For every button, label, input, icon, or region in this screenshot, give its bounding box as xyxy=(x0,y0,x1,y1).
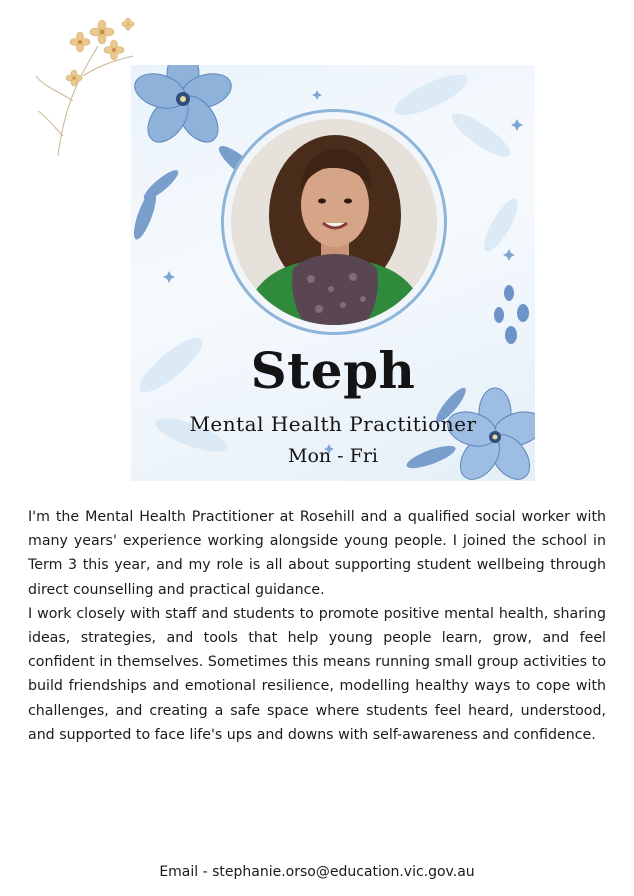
profile-name: Steph xyxy=(250,341,416,400)
working-days: Mon - Fri xyxy=(288,445,378,467)
person-illustration xyxy=(231,119,437,325)
bio-paragraph-1: I'm the Mental Health Practitioner at Rosehill and a qualified social worker with many years' experience working alongside young people. I joined the school in Term 3 this year, and my role is all about supporting student wellbeing through direct counselling and practical guidance. xyxy=(28,509,606,598)
contact-email: Email - stephanie.orso@education.vic.gov.au xyxy=(159,864,475,880)
profile-role: Mental Health Practitioner xyxy=(189,412,477,436)
corner-flowers-decoration xyxy=(28,6,148,166)
profile-card xyxy=(131,65,535,481)
bio-paragraph-2: I work closely with staff and students to promote positive mental health, sharing ideas, strategies, and tools that help young people learn, grow, and feel confident in themselves. Sometimes this means running small group activities to build friendships and emotional resilience, modelling healthy ways to cope with challenges, and creating a safe space where students feel heard, understood, and supported to face life's ups and downs with self-awareness and confidence. xyxy=(28,605,606,743)
bio-text xyxy=(28,505,606,747)
portrait-photo xyxy=(231,119,437,325)
